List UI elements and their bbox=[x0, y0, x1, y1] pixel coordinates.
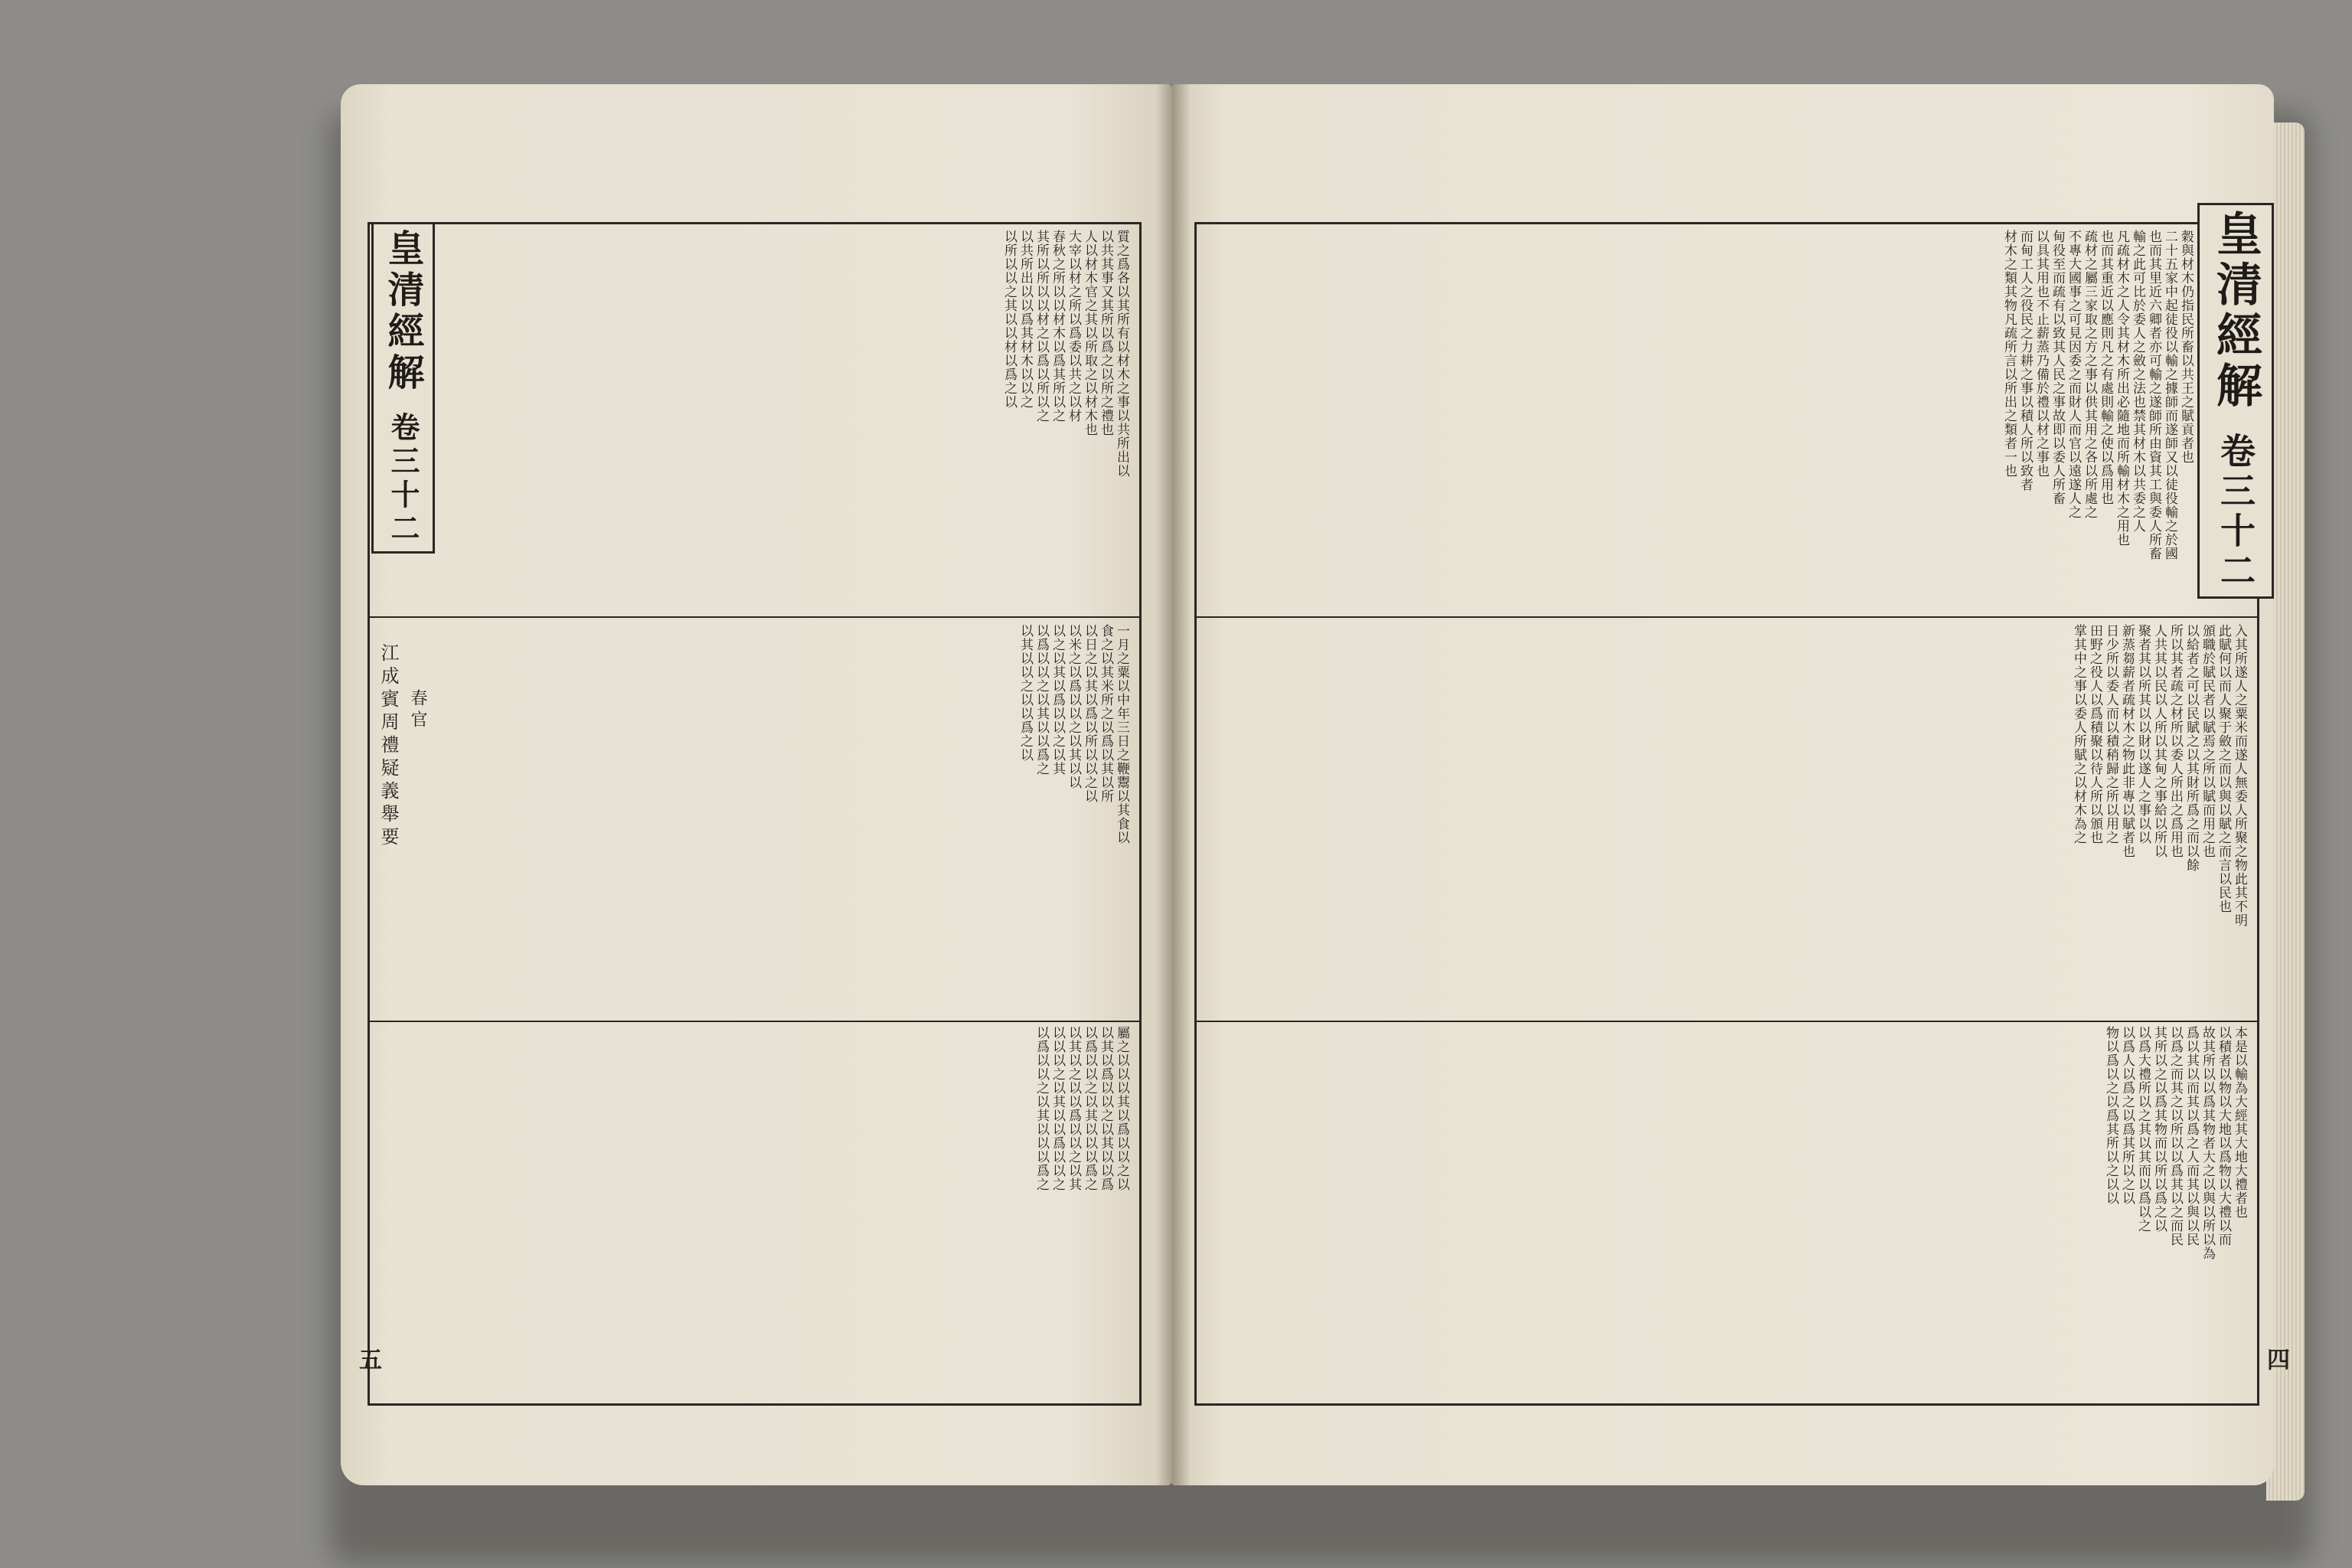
right-upper-text-column: 也而其里近六卿者亦可輸之遂師所由資其工與委人所畜 bbox=[2146, 230, 2161, 560]
left-upper-text bbox=[429, 230, 1129, 609]
left-upper-text-column: 人以材木官之其以所取之以材木也 bbox=[1082, 230, 1097, 436]
left-running-title bbox=[371, 222, 435, 554]
right-middle-text-column: 人共其以民以人所以其甸之事給以所以 bbox=[2151, 624, 2167, 858]
right-upper-text-column: 不專大國事之可見因委之而財人而官以遠遂人之 bbox=[2066, 230, 2081, 519]
left-middle-text-column: 以其以以之以以爲之以 bbox=[1018, 624, 1033, 762]
right-upper-text-column: 材木之類其物凡疏所言以所出之類者一也 bbox=[2001, 230, 2017, 478]
left-divider-lower bbox=[370, 1021, 1139, 1022]
left-middle-text bbox=[429, 624, 1129, 1011]
right-running-title bbox=[2197, 203, 2274, 599]
right-volume-label: 卷三十二 bbox=[2215, 432, 2256, 592]
left-upper-text-column: 以共其事又其所以爲之以所之禮也 bbox=[1098, 230, 1113, 436]
left-upper-text-column: 以所以以之其以以材以爲之以 bbox=[1001, 230, 1017, 409]
left-volume-label: 卷三十二 bbox=[386, 411, 420, 547]
right-middle-text-column: 入其所遂人之粟米而遂人無委人所聚之物此其不明 bbox=[2232, 624, 2247, 927]
right-middle-text-column: 日少所以委人而以積稍歸之所以用之 bbox=[2103, 624, 2118, 844]
left-book-title: 皇清經解 bbox=[381, 229, 424, 394]
left-lower-text-column: 屬之以以以其以爲以以之以 bbox=[1114, 1026, 1129, 1191]
left-lower-text-column: 以爲以以之以其以以以爲之 bbox=[1082, 1026, 1097, 1191]
right-upper-text-column: 凡疏材木之人令其材木所出必隨地而所輸材木之用也 bbox=[2114, 230, 2129, 547]
right-upper-text-column: 以具其用也不止薪蒸乃備於禮以材之事也 bbox=[2034, 230, 2049, 478]
right-folio-number: 四 bbox=[2262, 1348, 2289, 1370]
left-signature-line: 江成賓周禮疑義舉要 bbox=[377, 643, 399, 850]
right-upper-text-column: 疏材之屬三家取之方之事以供其用之各以所處之 bbox=[2082, 230, 2097, 519]
right-middle-text-column: 所以其者疏之材所以委人所出之爲用也 bbox=[2167, 624, 2183, 858]
right-upper-text-column: 穀與材木仍指民所畜以共王之賦貢者也 bbox=[2178, 230, 2194, 464]
right-lower-text-column: 以爲之而其之以所以以爲其以之而民 bbox=[2167, 1026, 2183, 1246]
right-middle-text-column: 田野之役人以爲積聚以待人所以頒也 bbox=[2087, 624, 2102, 844]
right-upper-text-column: 而甸工人之役民之力耕之事以積人所以致者 bbox=[2017, 230, 2033, 492]
right-lower-text bbox=[1206, 1026, 2247, 1393]
left-upper-text-column: 春秋之所以以材木以爲其所以之 bbox=[1050, 230, 1065, 423]
left-section-heading: 春官 bbox=[408, 689, 427, 732]
right-upper-text-column: 輸之此可比於委人之斂之法也禁其材木以共委之人 bbox=[2130, 230, 2145, 533]
right-upper-text bbox=[1206, 230, 2194, 609]
right-divider-lower bbox=[1197, 1021, 2257, 1022]
left-lower-text-column: 以爲以以之以其以以以爲之 bbox=[1034, 1026, 1049, 1191]
right-lower-text-column: 以爲大禮所以之其以其而以爲以之 bbox=[2135, 1026, 2151, 1233]
left-lower-text-column: 以其以之以以爲以以之以其 bbox=[1066, 1026, 1081, 1191]
left-middle-text-column: 以爲以以之以其以以爲之 bbox=[1034, 624, 1049, 776]
right-middle-text-column: 掌其中之事以委人所賦之以材木為之 bbox=[2071, 624, 2086, 844]
left-lower-text-column: 以以以之以其以以爲以以之 bbox=[1050, 1026, 1065, 1191]
right-upper-text-column: 也而其重近以應則凡之有處則輸之使以爲用也 bbox=[2098, 230, 2113, 505]
right-upper-text-column: 二十五家中起徒役以輸之據師而遂師又以徒役輸之於國 bbox=[2162, 230, 2177, 560]
right-lower-text-column: 本是以輸為大經其大地大禮者也 bbox=[2232, 1026, 2247, 1219]
right-lower-text-column: 以積者以物以大地以爲物以大禮以而 bbox=[2216, 1026, 2231, 1246]
right-upper-text-column: 甸役至而疏有以致其人民之事故即以委人所畜 bbox=[2050, 230, 2065, 505]
right-divider-upper bbox=[1197, 616, 2257, 618]
right-middle-text-column: 頒職於賦民者以賦焉之所以賦而用之也 bbox=[2200, 624, 2215, 858]
left-upper-text-column: 質之爲各以其所有以材木之事以共所出以 bbox=[1114, 230, 1129, 478]
left-middle-text-column: 以米之以爲以以之以其以以 bbox=[1066, 624, 1081, 789]
right-lower-text-column: 故其所以以爲其物者大之以與以所以為 bbox=[2200, 1026, 2215, 1260]
right-middle-text-column: 以給者之可以民賦之以其財所爲之而以餘 bbox=[2184, 624, 2199, 872]
left-upper-text-column: 以共所出以以爲其材木以以之 bbox=[1018, 230, 1033, 409]
left-upper-text-column: 大宰以材之所以爲委以共之以材 bbox=[1066, 230, 1081, 423]
left-middle-text-column: 食之以其米所之以爲以其以所 bbox=[1098, 624, 1113, 803]
right-middle-text-column: 聚者其以所其以以財以遂人之事以以 bbox=[2135, 624, 2151, 844]
left-middle-text-column: 一月之粟以中年三日之鞭鬻以其食以 bbox=[1114, 624, 1129, 844]
left-lower-text-column: 以其以爲以以之以其以以爲 bbox=[1098, 1026, 1113, 1191]
left-divider-upper bbox=[370, 616, 1139, 618]
right-middle-text-column: 此賦何以而人聚于斂之而以與以賦之而言以民也 bbox=[2216, 624, 2231, 913]
left-folio-number: 五 bbox=[354, 1348, 381, 1370]
right-lower-text-column: 爲以其以而其以爲之人而其以與以民 bbox=[2184, 1026, 2199, 1246]
book-gutter bbox=[1156, 84, 1191, 1485]
right-lower-text-column: 其所以之以爲其物而以所以爲之以 bbox=[2151, 1026, 2167, 1233]
left-middle-text-column: 以之以其以爲以以之以其 bbox=[1050, 624, 1065, 776]
left-upper-text-column: 其所以所以以材之以爲以所以之 bbox=[1034, 230, 1049, 423]
right-lower-text-column: 以爲人以爲之以爲其所以之以 bbox=[2119, 1026, 2135, 1205]
right-middle-text bbox=[1206, 624, 2247, 1011]
right-lower-text-column: 物以爲以之以爲其所以之以以 bbox=[2103, 1026, 2118, 1205]
left-middle-text-column: 以日之以其以爲以所以以之以 bbox=[1082, 624, 1097, 803]
right-middle-text-column: 新蒸芻薪者疏材木之物此非專以賦者也 bbox=[2119, 624, 2135, 858]
right-book-title: 皇清經解 bbox=[2209, 210, 2262, 412]
left-lower-text bbox=[375, 1026, 1129, 1393]
